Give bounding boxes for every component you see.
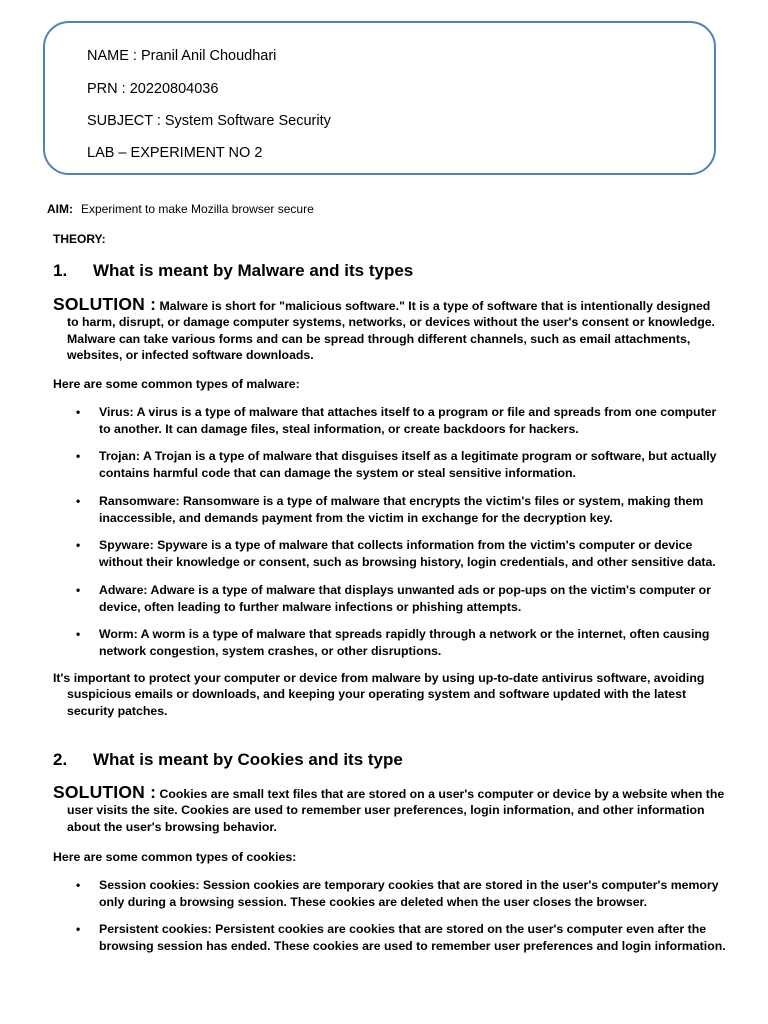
bullet-icon: • (76, 627, 81, 641)
aim-label: AIM: (47, 202, 73, 216)
question-number: 1. (53, 261, 68, 280)
solution-1-paragraph (53, 296, 725, 363)
aim-text: Experiment to make Mozilla browser secure (81, 202, 314, 216)
cookie-types-intro: Here are some common types of cookies: (53, 850, 297, 864)
solution-label: SOLUTION : (53, 782, 157, 802)
aim-line (47, 202, 314, 217)
list-item-text: Persistent cookies: Persistent cookies are cookies that are stored on the user's computer even after the browsing session has ended. These cookies are used to remember user preferences and login information. (99, 922, 726, 953)
question-title: What is meant by Malware and its types (93, 261, 414, 280)
student-prn: PRN : 20220804036 (87, 81, 219, 97)
question-2-heading (53, 749, 403, 770)
malware-conclusion-paragraph: It's important to protect your computer or device from malware by using up-to-date antivirus software, avoiding suspicious emails or downloads, and keeping your operating system and software updated with the latest security patches. (53, 671, 705, 718)
bullet-icon: • (76, 494, 81, 508)
subject-line: SUBJECT : System Software Security (87, 113, 331, 129)
bullet-icon: • (76, 922, 81, 936)
bullet-icon: • (76, 405, 81, 419)
list-item-text: Ransomware: Ransomware is a type of malware that encrypts the victim's files or system, making them inaccessible, and demands payment from the victim in exchange for the decryption key. (99, 494, 704, 525)
list-item-text: Trojan: A Trojan is a type of malware that disguises itself as a legitimate program or software, but actually contains harmful code that can damage the system or steal sensitive information. (99, 449, 717, 480)
bullet-icon: • (76, 538, 81, 552)
malware-types-intro: Here are some common types of malware: (53, 377, 300, 391)
bullet-icon: • (76, 583, 81, 597)
list-item-text: Virus: A virus is a type of malware that attaches itself to a program or file and spreads from one computer to another. It can damage files, steal information, or create backdoors for hackers. (99, 405, 717, 436)
lab-experiment-line: LAB – EXPERIMENT NO 2 (87, 145, 263, 161)
solution-label: SOLUTION : (53, 294, 157, 314)
solution-text: Cookies are small text files that are stored on a user's computer or device by a website when the user visits the site. Cookies are used to remember user preferences, login information, and other information about the user's browsing behavior. (67, 787, 725, 834)
question-1-heading (53, 260, 413, 281)
list-item-text: Worm: A worm is a type of malware that spreads rapidly through a network or the internet, often causing network congestion, system crashes, or other disruptions. (99, 627, 710, 658)
solution-text: Malware is short for "malicious software." It is a type of software that is intentionally designed to harm, disrupt, or damage computer systems, networks, or devices without the user's consent or knowledge. Malware can take various forms and can be spread through different channels, such as email attachments, websites, or infected software downloads. (67, 299, 715, 362)
question-number: 2. (53, 750, 68, 769)
question-title: What is meant by Cookies and its type (93, 750, 403, 769)
list-item-text: Adware: Adware is a type of malware that displays unwanted ads or pop-ups on the victim's computer or device, often leading to further malware infections or phishing attempts. (99, 583, 711, 614)
theory-label: THEORY: (53, 232, 106, 246)
bullet-icon: • (76, 449, 81, 463)
list-item-text: Session cookies: Session cookies are temporary cookies that are stored in the user's computer's memory only during a browsing session. These cookies are deleted when the user closes the browser. (99, 878, 719, 909)
student-name: NAME : Pranil Anil Choudhari (87, 48, 277, 64)
bullet-icon: • (76, 878, 81, 892)
solution-2-paragraph (53, 784, 725, 835)
list-item-text: Spyware: Spyware is a type of malware that collects information from the victim's computer or device without their knowledge or consent, such as browsing history, login credentials, and other sensitive data. (99, 538, 716, 569)
